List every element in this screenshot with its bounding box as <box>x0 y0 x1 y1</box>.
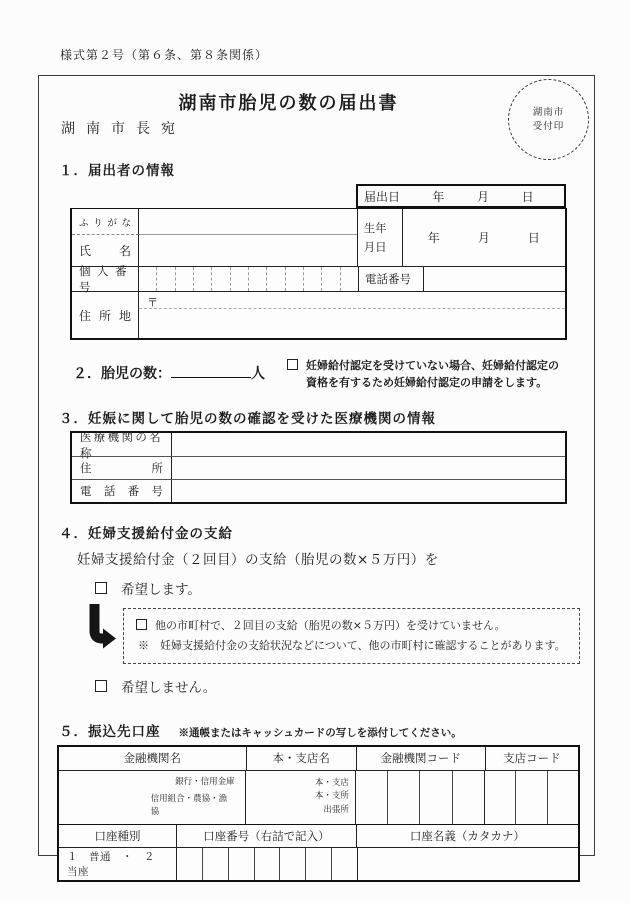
branch-code-header: 支店コード <box>485 747 578 770</box>
account-number-input[interactable] <box>177 848 358 880</box>
wish-yes-checkbox[interactable] <box>95 582 107 594</box>
bank-code-header: 金融機関コード <box>356 747 485 770</box>
phone-input[interactable] <box>424 267 565 291</box>
account-type-header: 口座種別 <box>94 828 141 843</box>
address-space[interactable] <box>139 309 565 338</box>
branch-type-label1: 本・支店 <box>314 777 349 788</box>
day-label: 日 <box>521 189 534 204</box>
phone-label-cell: 電話番号 <box>359 267 424 291</box>
other-municipality-checkbox[interactable] <box>136 619 147 630</box>
account-type-options[interactable]: １ 普通 ・ ２ 当座 <box>59 848 177 880</box>
bank-type-label1: 銀行・信用金庫 <box>175 777 235 788</box>
institution-address-input[interactable] <box>172 457 565 479</box>
institution-name-input[interactable] <box>172 433 565 456</box>
birthdate-label-cell: 生年 月日 <box>358 209 403 266</box>
stamp-city-label: 湖南市 <box>532 106 565 118</box>
medical-institution-table <box>70 431 567 504</box>
postal-code-row[interactable] <box>139 292 565 309</box>
wish-no-label: 希望しません。 <box>121 679 217 696</box>
postal-mark: 〒 <box>147 296 158 309</box>
branch-type-label3: 出張所 <box>323 804 349 815</box>
benefit-certification-checkbox[interactable] <box>287 359 298 370</box>
branch-code-input[interactable] <box>485 771 578 824</box>
addressee: 湖南市長宛 <box>61 121 186 137</box>
branch-name-header: 本・支店名 <box>246 747 356 770</box>
bank-account-table <box>57 745 580 882</box>
birthdate-input[interactable] <box>403 209 565 266</box>
personal-number-label-cell: 個 人 番 号 <box>72 267 139 291</box>
stamp-label: 受付印 <box>532 120 565 132</box>
year-label: 年 <box>432 189 445 204</box>
other-municipality-note-box <box>123 608 580 664</box>
month-label: 月 <box>477 231 490 245</box>
fetus-count-field[interactable] <box>171 363 251 378</box>
form-title: 湖南市胎児の数の届出書 <box>178 93 399 114</box>
month-label: 月 <box>476 189 489 204</box>
notification-date-units <box>416 188 564 205</box>
branch-name-input[interactable] <box>246 771 356 824</box>
address-input[interactable] <box>139 292 565 338</box>
form-outline <box>38 75 595 878</box>
institution-name-label-cell: 医 療 機 関 の 名 称 <box>72 433 172 456</box>
notification-date-box[interactable] <box>356 184 566 208</box>
applicant-info-table <box>70 208 567 340</box>
section4-intro: 妊婦支援給付金（２回目）の支給（胎児の数×５万円）を <box>77 552 439 569</box>
other-municipality-subnote: ※ 妊婦支援給付金の支給状況などについて、他の市町村に確認することがあります。 <box>138 638 566 652</box>
bank-name-input[interactable] <box>59 771 246 824</box>
section1-heading: １．届出者の情報 <box>59 163 175 179</box>
section5-note: ※通帳またはキャッシュカードの写しを添付してください。 <box>178 726 462 739</box>
account-name-input[interactable] <box>358 848 578 880</box>
account-name-header: 口座名義（カタカナ） <box>356 825 578 847</box>
day-label: 日 <box>527 231 540 245</box>
fetus-count-heading: ２．胎児の数： 人 <box>73 357 265 383</box>
institution-address-label-cell: 住 所 <box>72 457 172 479</box>
section4-heading: ４．妊婦支援給付金の支給 <box>59 526 233 543</box>
wish-yes-label: 希望します。 <box>121 582 201 599</box>
benefit-note-line1: 妊婦給付認定を受けていない場合、妊婦給付認定の <box>306 359 559 372</box>
institution-phone-label-cell: 電 話 番 号 <box>72 480 172 502</box>
notification-date-label: 届出日 <box>364 189 401 204</box>
branch-type-label2: 本・支所 <box>314 791 349 802</box>
bank-type-label2: 信用組合・農協・漁協 <box>150 793 228 817</box>
bank-code-input[interactable] <box>356 771 485 824</box>
furigana-input[interactable] <box>139 209 357 235</box>
wish-no-checkbox[interactable] <box>95 680 107 692</box>
bank-name-header: 金融機関名 <box>123 751 182 766</box>
personal-number-input[interactable] <box>139 267 359 291</box>
section3-heading: ３．妊娠に関して胎児の数の確認を受けた医療機関の情報 <box>59 411 436 428</box>
furigana-label-cell: ふ り が な <box>72 209 139 235</box>
form-style-number: 様式第２号（第６条、第８条関係） <box>60 48 269 62</box>
section5-heading: ５．振込先口座 <box>59 723 161 740</box>
institution-phone-input[interactable] <box>172 480 565 502</box>
benefit-note-line2: 資格を有するため妊婦給付認定の申請をします。 <box>306 376 548 390</box>
reception-stamp-circle <box>508 79 589 160</box>
benefit-certification-note <box>287 357 559 391</box>
other-municipality-text: 他の市町村で、２回目の支給（胎児の数×５万円）を受けていません。 <box>155 619 506 633</box>
year-label: 年 <box>427 231 440 245</box>
name-label-cell: 氏 名 <box>72 235 139 266</box>
address-label-cell: 住 所 地 <box>72 292 139 338</box>
account-number-header: 口座番号（右詰で記入） <box>176 825 356 847</box>
name-input[interactable] <box>139 235 357 266</box>
down-right-arrow-icon <box>89 602 123 654</box>
